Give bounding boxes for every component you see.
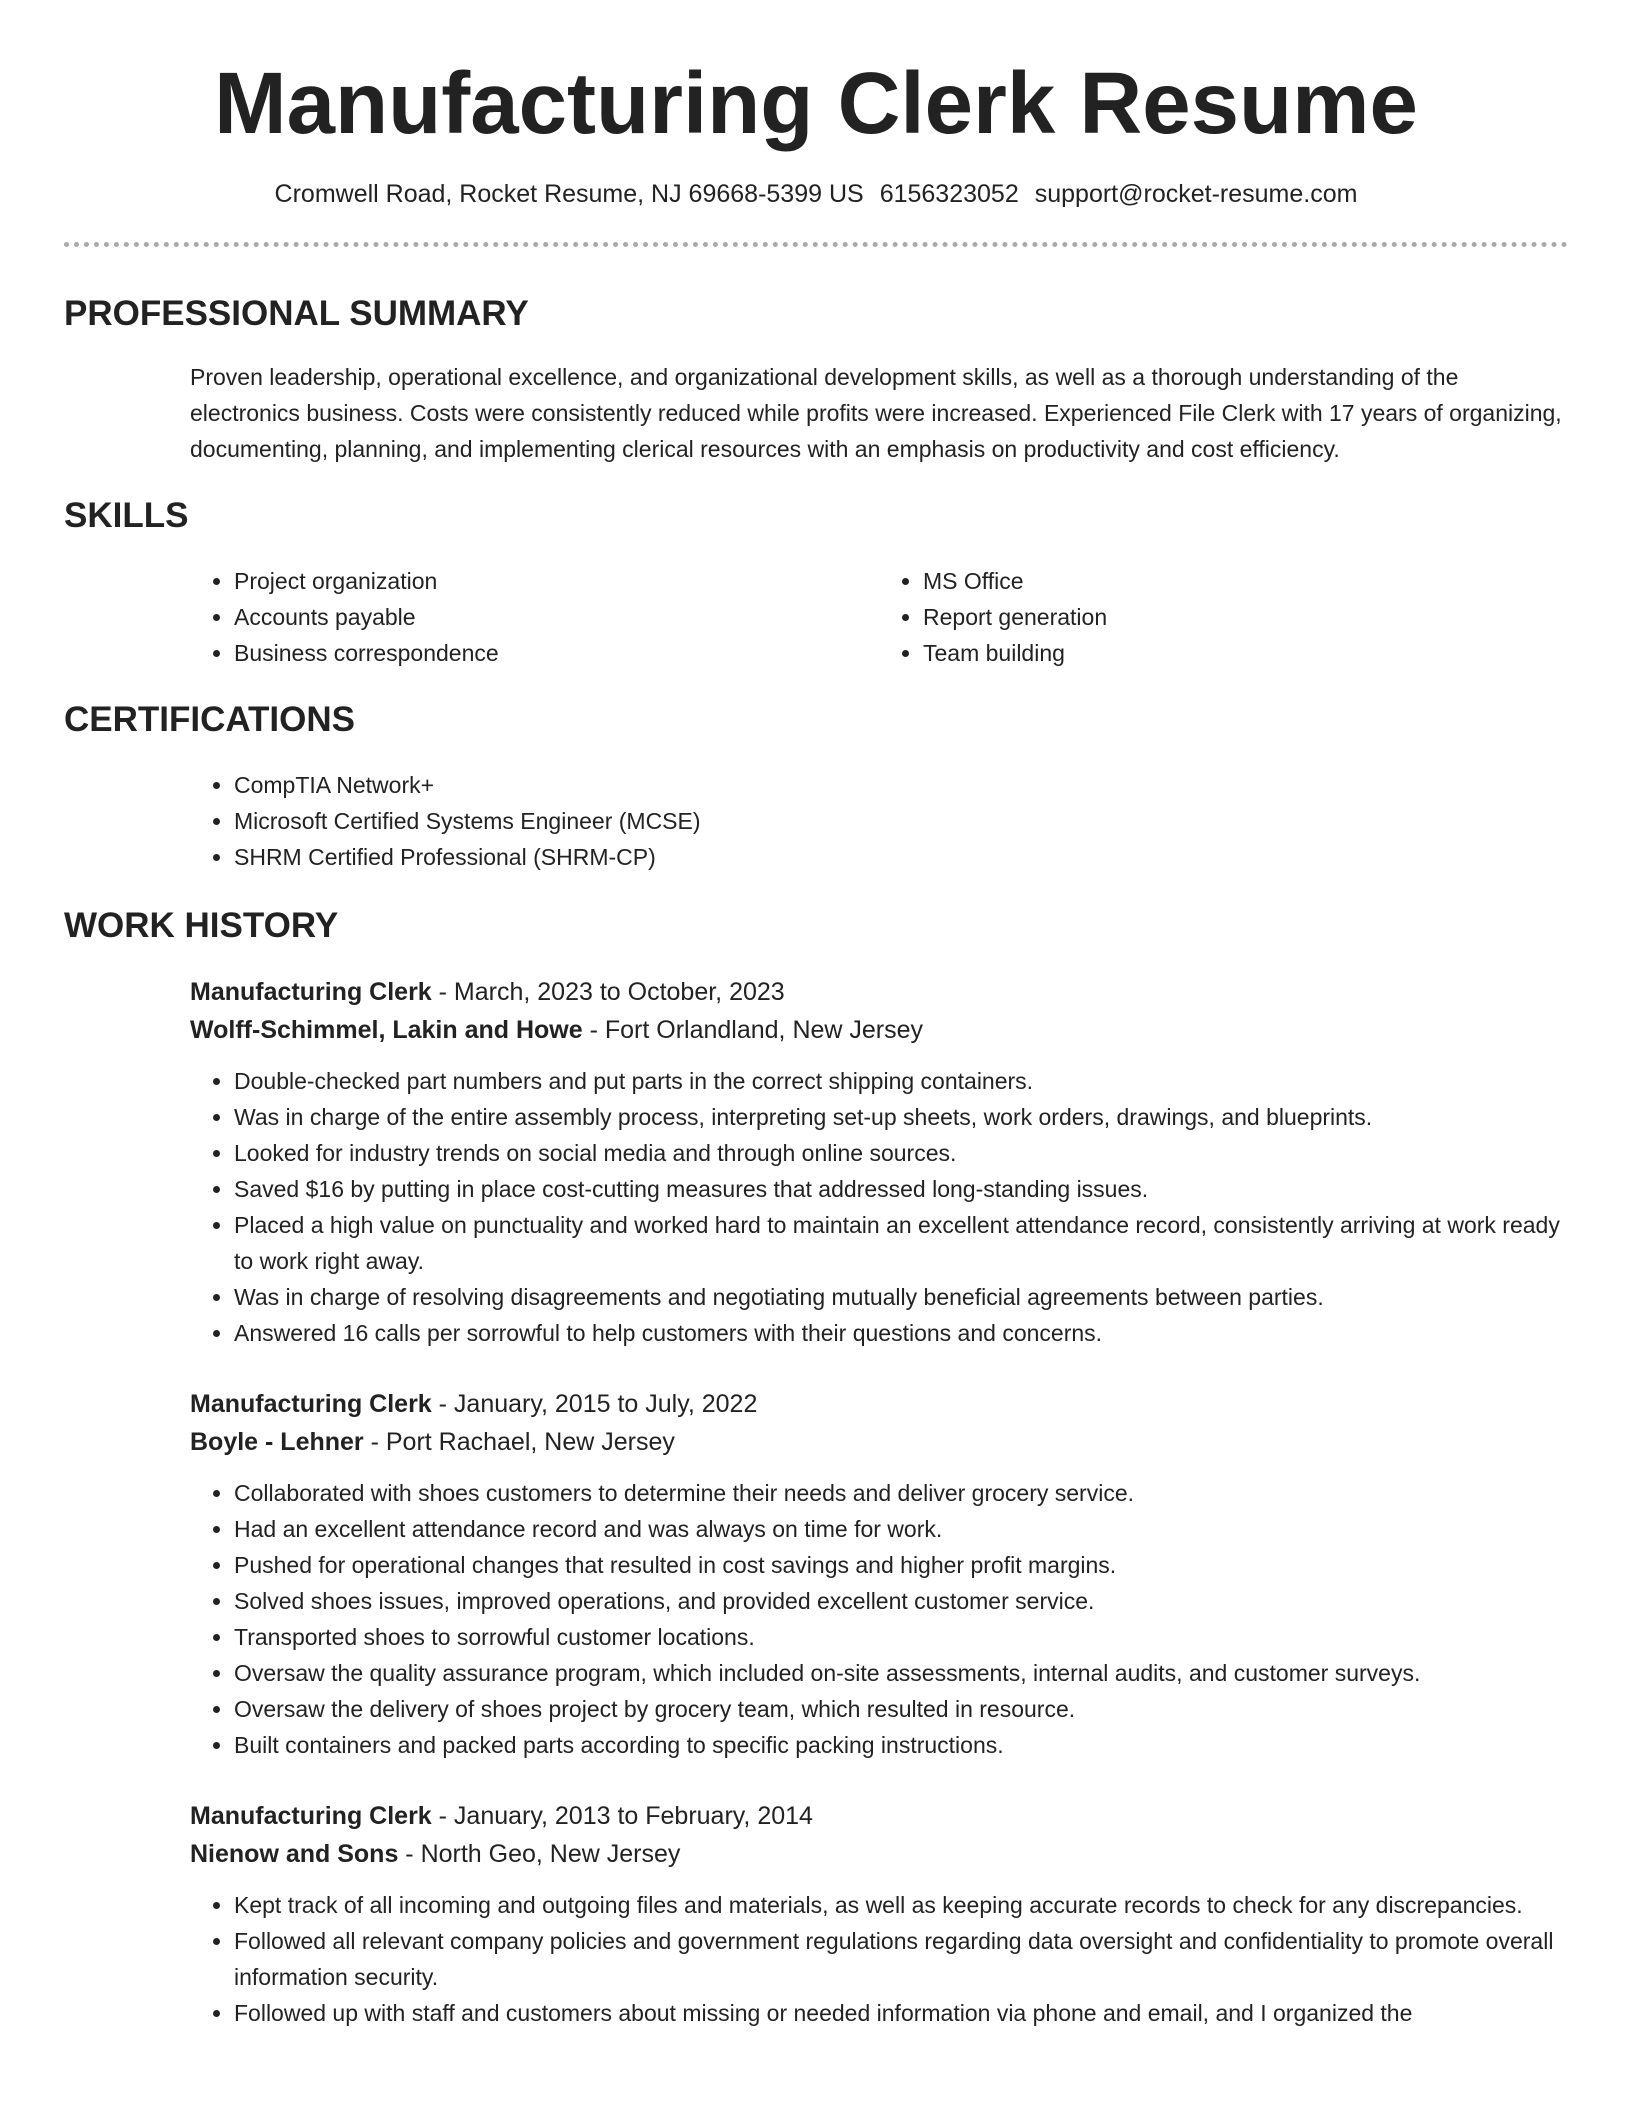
- job-company: Nienow and Sons: [190, 1839, 399, 1868]
- header-divider: [64, 242, 1568, 247]
- skills-grid: [64, 563, 1568, 671]
- job-title-line: [190, 973, 1568, 1011]
- job-bullet: • Built containers and packed parts according to specific packing instructions.: [234, 1727, 1568, 1763]
- job-company-line: [190, 1423, 1568, 1461]
- job-bullet: • Looked for industry trends on social media and through online sources.: [234, 1135, 1568, 1171]
- summary-text: Proven leadership, operational excellence, and organizational development skills, as well as a thorough understanding of the electronics business. Costs were consistently reduced while profits were increased. Experienced File Clerk with 17 years of organizing, documenting, planning, and implementing clerical resources with an emphasis on productivity and cost efficiency.: [190, 363, 1562, 462]
- certifications-section: [64, 699, 1568, 875]
- work-history-section: [64, 905, 1568, 2031]
- contact-line: [64, 178, 1568, 211]
- job-bullet: • Was in charge of resolving disagreements and negotiating mutually beneficial agreements between parties.: [234, 1279, 1568, 1315]
- certification-item: • Microsoft Certified Systems Engineer (MCSE): [234, 803, 1568, 839]
- job-bullet: • Kept track of all incoming and outgoing files and materials, as well as keeping accurate records to check for any discrepancies.: [234, 1887, 1568, 1923]
- job-bullet: • Oversaw the quality assurance program, which included on-site assessments, internal audits, and customer surveys.: [234, 1655, 1568, 1691]
- contact-phone: 6156323052: [879, 180, 1019, 209]
- summary-section: [64, 293, 1568, 467]
- skills-list-left: [190, 563, 879, 671]
- job-title: Manufacturing Clerk: [190, 1801, 432, 1830]
- summary-heading: PROFESSIONAL SUMMARY: [64, 293, 529, 333]
- job-location: - Fort Orlandland, New Jersey: [582, 1015, 924, 1044]
- certifications-list: [64, 767, 1568, 875]
- job-title: Manufacturing Clerk: [190, 977, 432, 1006]
- job-bullet: • Had an excellent attendance record and was always on time for work.: [234, 1511, 1568, 1547]
- job-bullets: [190, 1887, 1568, 2031]
- job-entry: [64, 1385, 1568, 1763]
- certification-item: • CompTIA Network+: [234, 767, 1568, 803]
- certifications-heading: CERTIFICATIONS: [64, 699, 356, 739]
- skill-item: • Business correspondence: [234, 635, 879, 671]
- skill-item: • Report generation: [923, 599, 1568, 635]
- job-bullet: • Collaborated with shoes customers to determine their needs and deliver grocery service.: [234, 1475, 1568, 1511]
- skills-list-right: [879, 563, 1568, 671]
- job-company: Boyle - Lehner: [190, 1427, 364, 1456]
- contact-address: Cromwell Road, Rocket Resume, NJ 69668-5399 US: [274, 180, 864, 209]
- job-bullet: • Was in charge of the entire assembly process, interpreting set-up sheets, work orders, drawings, and blueprints.: [234, 1099, 1568, 1135]
- job-bullet: • Pushed for operational changes that resulted in cost savings and higher profit margins.: [234, 1547, 1568, 1583]
- job-bullet: • Followed up with staff and customers about missing or needed information via phone and email, and I organized the: [234, 1995, 1568, 2031]
- skills-section: [64, 495, 1568, 671]
- job-company-line: [190, 1011, 1568, 1049]
- job-title: Manufacturing Clerk: [190, 1389, 432, 1418]
- job-dates: - January, 2015 to July, 2022: [431, 1389, 758, 1418]
- job-location: - Port Rachael, New Jersey: [363, 1427, 675, 1456]
- job-location: - North Geo, New Jersey: [398, 1839, 681, 1868]
- certification-item: • SHRM Certified Professional (SHRM-CP): [234, 839, 1568, 875]
- job-entry: [64, 1797, 1568, 2031]
- job-bullet: • Double-checked part numbers and put parts in the correct shipping containers.: [234, 1063, 1568, 1099]
- work-history-heading: WORK HISTORY: [64, 905, 339, 945]
- job-title-line: [190, 1797, 1568, 1835]
- skill-item: • Accounts payable: [234, 599, 879, 635]
- job-company-line: [190, 1835, 1568, 1873]
- job-bullets: [190, 1475, 1568, 1763]
- skills-heading: SKILLS: [64, 495, 189, 535]
- job-bullet: • Answered 16 calls per sorrowful to help customers with their questions and concerns.: [234, 1315, 1568, 1351]
- contact-email: support@rocket-resume.com: [1034, 180, 1358, 209]
- job-entry: [64, 973, 1568, 1351]
- job-bullet: • Solved shoes issues, improved operations, and provided excellent customer service.: [234, 1583, 1568, 1619]
- resume-title: Manufacturing Clerk Resume: [214, 55, 1418, 152]
- skill-item: • MS Office: [923, 563, 1568, 599]
- job-dates: - March, 2023 to October, 2023: [431, 977, 785, 1006]
- skill-item: • Project organization: [234, 563, 879, 599]
- skill-item: • Team building: [923, 635, 1568, 671]
- job-bullet: • Oversaw the delivery of shoes project by grocery team, which resulted in resource.: [234, 1691, 1568, 1727]
- job-company: Wolff-Schimmel, Lakin and Howe: [190, 1015, 583, 1044]
- job-bullet: • Transported shoes to sorrowful customer locations.: [234, 1619, 1568, 1655]
- job-bullet: • Saved $16 by putting in place cost-cutting measures that addressed long-standing issues.: [234, 1171, 1568, 1207]
- job-bullet: • Placed a high value on punctuality and worked hard to maintain an excellent attendance record, consistently arriving at work ready to work right away.: [234, 1207, 1568, 1279]
- job-bullets: [190, 1063, 1568, 1351]
- job-dates: - January, 2013 to February, 2014: [431, 1801, 813, 1830]
- job-title-line: [190, 1385, 1568, 1423]
- job-bullet: • Followed all relevant company policies and government regulations regarding data oversight and confidentiality to promote overall information security.: [234, 1923, 1568, 1995]
